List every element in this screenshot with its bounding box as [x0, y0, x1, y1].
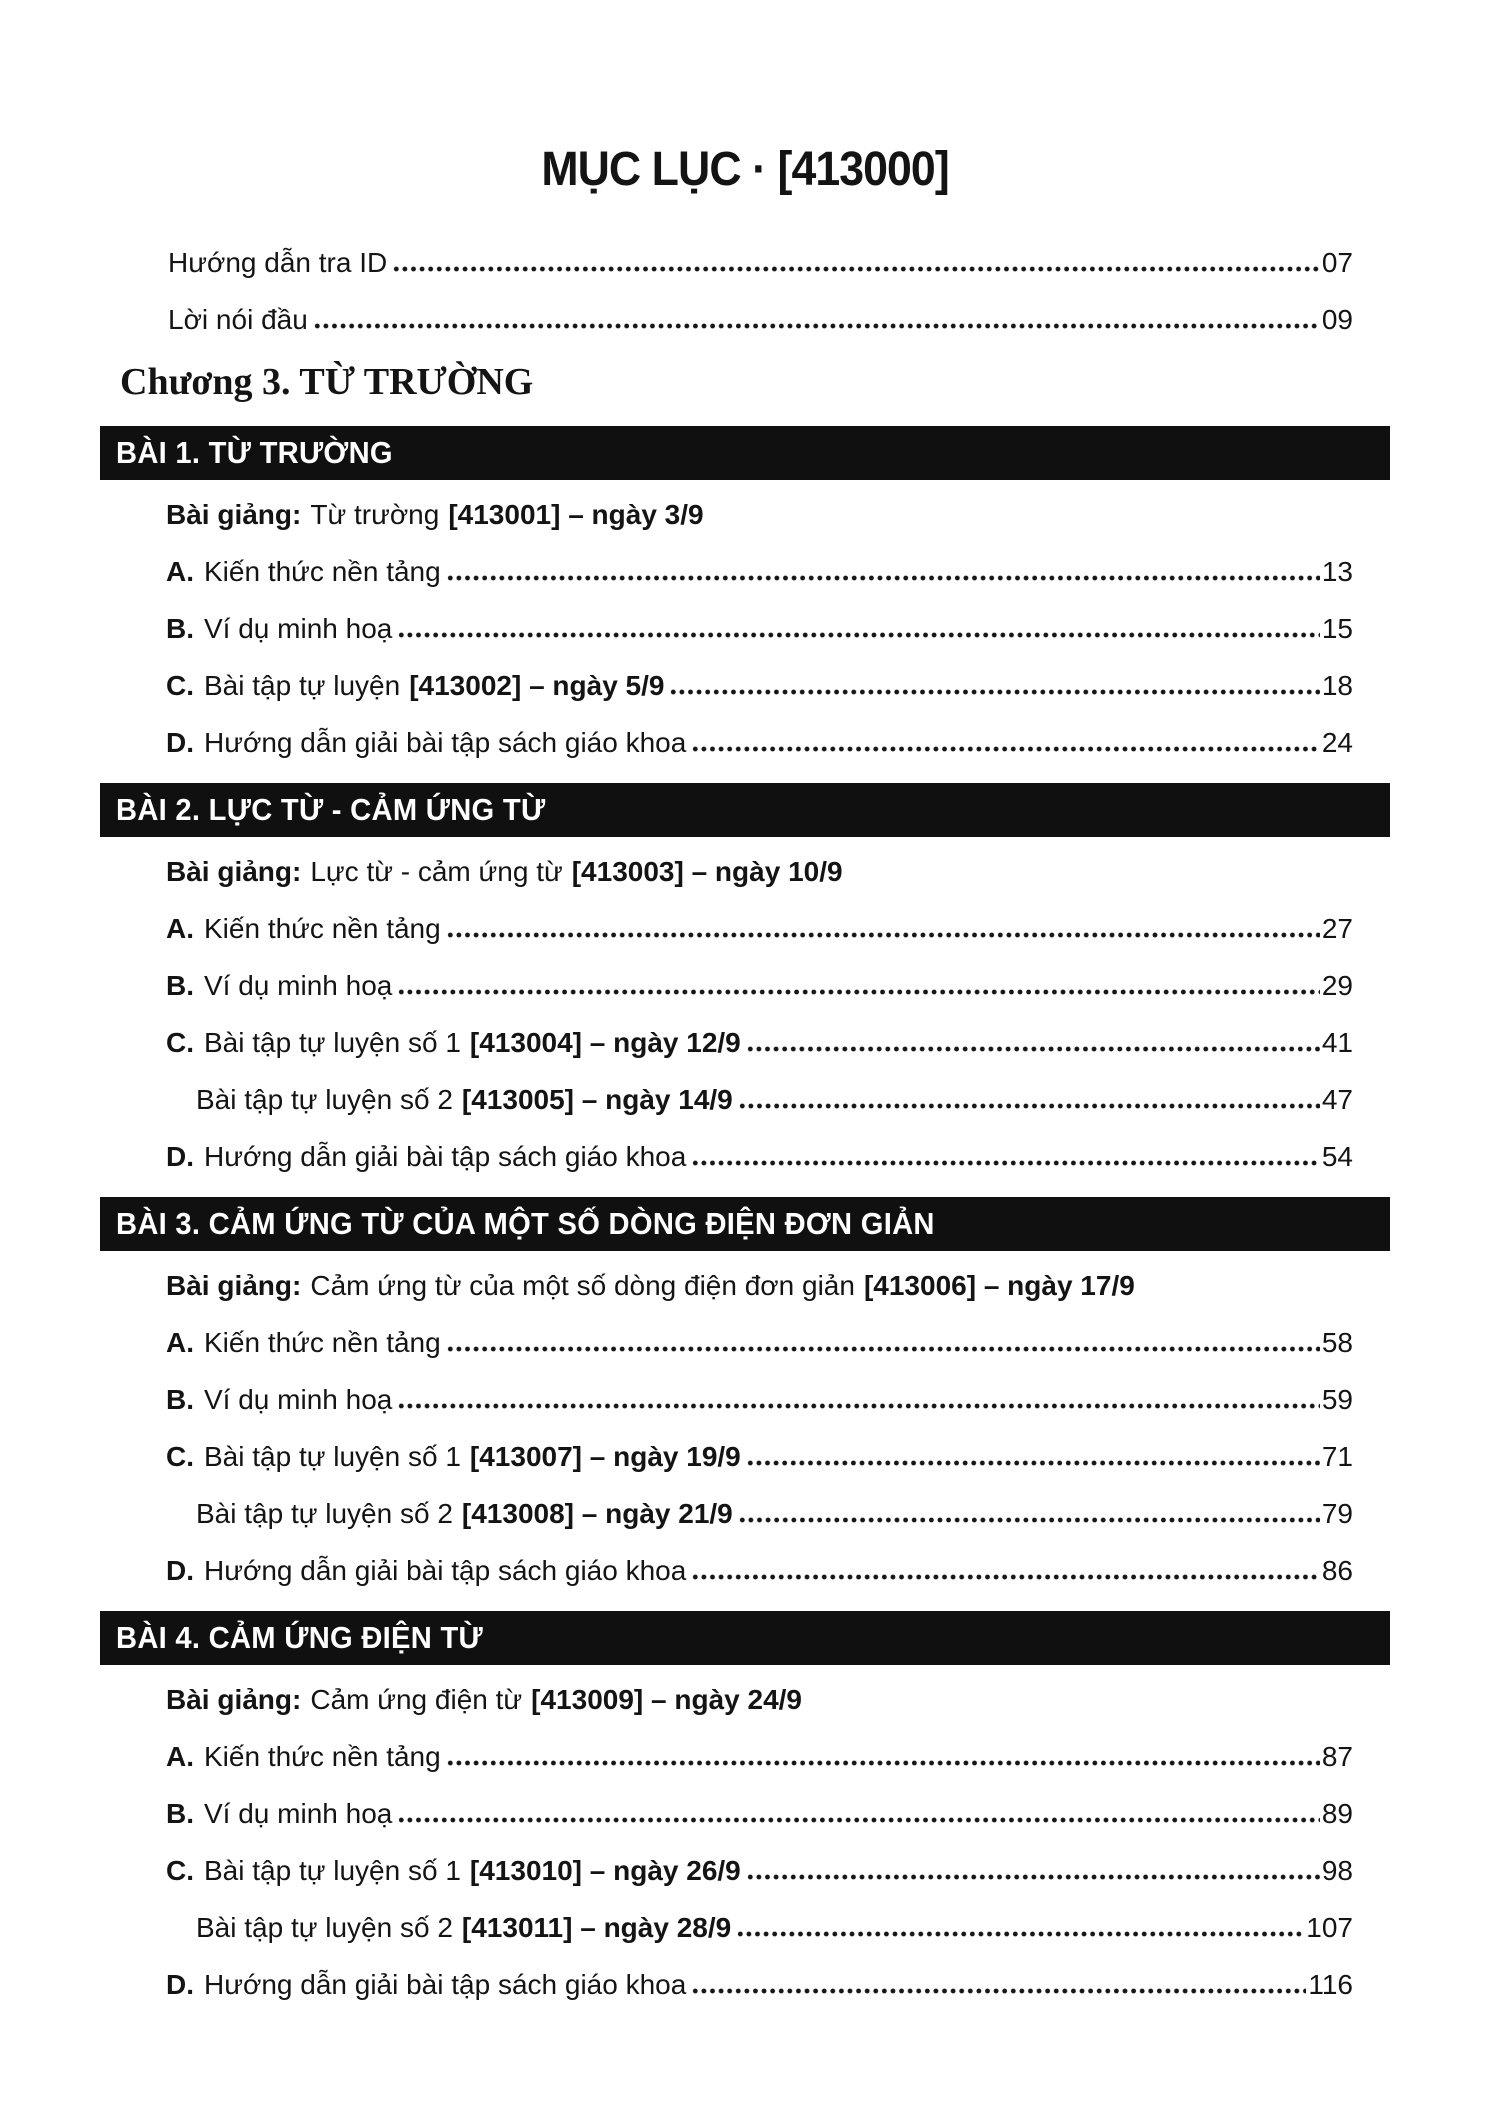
toc-item-letter: B.: [166, 1384, 194, 1415]
toc-item-letter: A.: [166, 1741, 194, 1772]
lecture-id-date: [413009] – ngày 24/9: [531, 1684, 802, 1715]
dot-leader: [397, 989, 1320, 995]
toc-item-title: Bài tập tự luyện số 2: [196, 1498, 453, 1529]
toc-item-page-number: 58: [1321, 1327, 1353, 1358]
lecture-prefix: Bài giảng:: [166, 856, 302, 887]
toc-item-letter: C.: [166, 1855, 194, 1886]
lesson-header-bar: [100, 1197, 1390, 1251]
dot-leader: [736, 1931, 1304, 1937]
lessons-container: [100, 426, 1390, 2001]
dot-leader: [746, 1046, 1320, 1052]
page-title-text: MỤC LỤC · [413000]: [541, 143, 949, 196]
toc-item-title: Kiến thức nền tảng: [204, 913, 441, 944]
toc-item-id-date: [413010] – ngày 26/9: [469, 1855, 741, 1886]
toc-item-title: Bài tập tự luyện: [204, 670, 401, 701]
dot-leader: [446, 1346, 1320, 1352]
lecture-title: Từ trường: [310, 499, 440, 530]
chapter-heading: Chương 3. TỪ TRƯỜNG: [120, 361, 534, 403]
toc-item-letter: B.: [166, 1798, 194, 1829]
lecture-row: [100, 1683, 1390, 1716]
lesson-header-label: BÀI 4. CẢM ỨNG ĐIỆN TỪ: [116, 1620, 484, 1655]
dot-leader: [691, 746, 1320, 752]
dot-leader: [691, 1988, 1306, 1994]
toc-item-letter: D.: [166, 727, 194, 758]
toc-item-title: Ví dụ minh hoạ: [204, 1798, 393, 1829]
toc-item-title: Hướng dẫn giải bài tập sách giáo khoa: [204, 727, 687, 758]
toc-item-id-date: [413008] – ngày 21/9: [461, 1498, 733, 1529]
toc-item-row: [100, 612, 1390, 645]
dot-leader: [313, 323, 1320, 329]
lesson-header-label: BÀI 1. TỪ TRƯỜNG: [116, 435, 393, 470]
lesson-items: [100, 555, 1390, 759]
toc-item-letter: C.: [166, 1027, 194, 1058]
toc-item-row: [100, 1740, 1390, 1773]
toc-item-title: Bài tập tự luyện số 1: [204, 1441, 461, 1472]
lecture-title: Cảm ứng từ của một số dòng điện đơn giản: [310, 1270, 855, 1301]
toc-item-row: [100, 1326, 1390, 1359]
toc-item-letter: D.: [166, 1555, 194, 1586]
lesson-header-bar: [100, 1611, 1390, 1665]
lecture-row: [100, 498, 1390, 531]
toc-item-row: [100, 1797, 1390, 1830]
toc-item-letter: C.: [166, 1441, 194, 1472]
toc-item-page-number: 27: [1321, 913, 1353, 944]
toc-item-letter: B.: [166, 970, 194, 1001]
dot-leader: [738, 1517, 1320, 1523]
toc-item-id-date: [413002] – ngày 5/9: [409, 670, 665, 701]
lesson-section: [100, 426, 1390, 759]
dot-leader: [397, 632, 1320, 638]
lesson-items: [100, 1740, 1390, 2001]
lecture-row: [100, 1269, 1390, 1302]
lesson-section: [100, 783, 1390, 1173]
toc-item-row: [100, 1140, 1390, 1173]
toc-item-letter: A.: [166, 556, 194, 587]
toc-item-row: [100, 969, 1390, 1002]
lesson-section: [100, 1197, 1390, 1587]
lesson-header-bar: [100, 426, 1390, 480]
toc-item-page-number: 89: [1321, 1798, 1353, 1829]
dot-leader: [446, 575, 1320, 581]
lesson-section: [100, 1611, 1390, 2001]
toc-item-row: [100, 1083, 1390, 1116]
toc-item-row: [100, 912, 1390, 945]
toc-item-row: [100, 1911, 1390, 1944]
toc-item-id-date: [413005] – ngày 14/9: [461, 1084, 733, 1115]
toc-item-row: [100, 1968, 1390, 2001]
lecture-id-date: [413006] – ngày 17/9: [863, 1270, 1135, 1301]
toc-item-title: Bài tập tự luyện số 2: [196, 1912, 453, 1943]
front-matter-list: [100, 246, 1390, 336]
toc-item-title: Kiến thức nền tảng: [204, 556, 441, 587]
toc-item-page-number: 98: [1321, 1855, 1353, 1886]
toc-item-row: [100, 303, 1390, 336]
toc-item-page-number: 107: [1306, 1912, 1353, 1943]
toc-item-page-number: 15: [1321, 613, 1353, 644]
toc-item-page-number: 87: [1321, 1741, 1353, 1772]
dot-leader: [738, 1103, 1320, 1109]
toc-item-page-number: 13: [1321, 556, 1353, 587]
toc-item-page-number: 116: [1308, 1969, 1353, 2000]
lecture-id-date: [413001] – ngày 3/9: [448, 499, 704, 530]
dot-leader: [691, 1574, 1320, 1580]
toc-item-id-date: [413004] – ngày 12/9: [469, 1027, 741, 1058]
lecture-id-date: [413003] – ngày 10/9: [571, 856, 843, 887]
toc-item-page-number: 86: [1321, 1555, 1353, 1586]
toc-item-page-number: 41: [1321, 1027, 1353, 1058]
page-title: [100, 0, 1390, 194]
toc-item-id-date: [413011] – ngày 28/9: [461, 1912, 732, 1943]
toc-item-page-number: 09: [1321, 304, 1353, 335]
toc-item-row: [100, 1854, 1390, 1887]
toc-item-letter: C.: [166, 670, 194, 701]
toc-item-id-date: [413007] – ngày 19/9: [469, 1441, 741, 1472]
lesson-items: [100, 1326, 1390, 1587]
lecture-prefix: Bài giảng:: [166, 1270, 302, 1301]
toc-item-row: [100, 246, 1390, 279]
toc-item-page-number: 29: [1321, 970, 1353, 1001]
toc-item-row: [100, 1383, 1390, 1416]
toc-item-title: Ví dụ minh hoạ: [204, 1384, 393, 1415]
toc-item-title: Bài tập tự luyện số 1: [204, 1855, 461, 1886]
toc-item-title: Hướng dẫn tra ID: [168, 247, 388, 278]
toc-item-letter: A.: [166, 1327, 194, 1358]
toc-item-title: Bài tập tự luyện số 1: [204, 1027, 461, 1058]
lecture-title: Lực từ - cảm ứng từ: [310, 856, 563, 887]
dot-leader: [397, 1817, 1320, 1823]
toc-item-row: [100, 1497, 1390, 1530]
toc-item-title: Ví dụ minh hoạ: [204, 970, 393, 1001]
dot-leader: [669, 689, 1319, 695]
dot-leader: [691, 1160, 1320, 1166]
lesson-header-label: BÀI 2. LỰC TỪ - CẢM ỨNG TỪ: [116, 792, 546, 827]
dot-leader: [392, 266, 1320, 272]
toc-item-row: [100, 1026, 1390, 1059]
lecture-title: Cảm ứng điện từ: [310, 1684, 523, 1715]
toc-content: [100, 0, 1390, 2001]
lecture-prefix: Bài giảng:: [166, 499, 302, 530]
dot-leader: [746, 1460, 1320, 1466]
toc-item-page-number: 07: [1321, 247, 1353, 278]
dot-leader: [397, 1403, 1320, 1409]
toc-item-row: [100, 1554, 1390, 1587]
dot-leader: [446, 932, 1320, 938]
toc-item-title: Hướng dẫn giải bài tập sách giáo khoa: [204, 1969, 687, 2000]
toc-item-title: Ví dụ minh hoạ: [204, 613, 393, 644]
toc-item-letter: D.: [166, 1969, 194, 2000]
toc-item-letter: A.: [166, 913, 194, 944]
toc-item-page-number: 79: [1321, 1498, 1353, 1529]
toc-item-page-number: 47: [1321, 1084, 1353, 1115]
toc-item-letter: B.: [166, 613, 194, 644]
toc-item-page-number: 71: [1321, 1441, 1353, 1472]
toc-item-title: Kiến thức nền tảng: [204, 1327, 441, 1358]
lesson-header-label: BÀI 3. CẢM ỨNG TỪ CỦA MỘT SỐ DÒNG ĐIỆN ĐƠN GIẢN: [116, 1206, 935, 1241]
lecture-prefix: Bài giảng:: [166, 1684, 302, 1715]
toc-item-title: Hướng dẫn giải bài tập sách giáo khoa: [204, 1555, 687, 1586]
toc-item-title: Lời nói đầu: [168, 304, 308, 335]
toc-item-title: Kiến thức nền tảng: [204, 1741, 441, 1772]
toc-item-page-number: 24: [1321, 727, 1353, 758]
toc-item-title: Bài tập tự luyện số 2: [196, 1084, 453, 1115]
toc-item-page-number: 54: [1321, 1141, 1353, 1172]
toc-item-title: Hướng dẫn giải bài tập sách giáo khoa: [204, 1141, 687, 1172]
dot-leader: [746, 1874, 1320, 1880]
lecture-row: [100, 855, 1390, 888]
lesson-header-bar: [100, 783, 1390, 837]
dot-leader: [446, 1760, 1320, 1766]
toc-item-letter: D.: [166, 1141, 194, 1172]
toc-item-row: [100, 726, 1390, 759]
toc-item-page-number: 59: [1321, 1384, 1353, 1415]
toc-item-row: [100, 1440, 1390, 1473]
toc-item-row: [100, 555, 1390, 588]
lesson-items: [100, 912, 1390, 1173]
toc-item-row: [100, 669, 1390, 702]
toc-item-page-number: 18: [1321, 670, 1353, 701]
